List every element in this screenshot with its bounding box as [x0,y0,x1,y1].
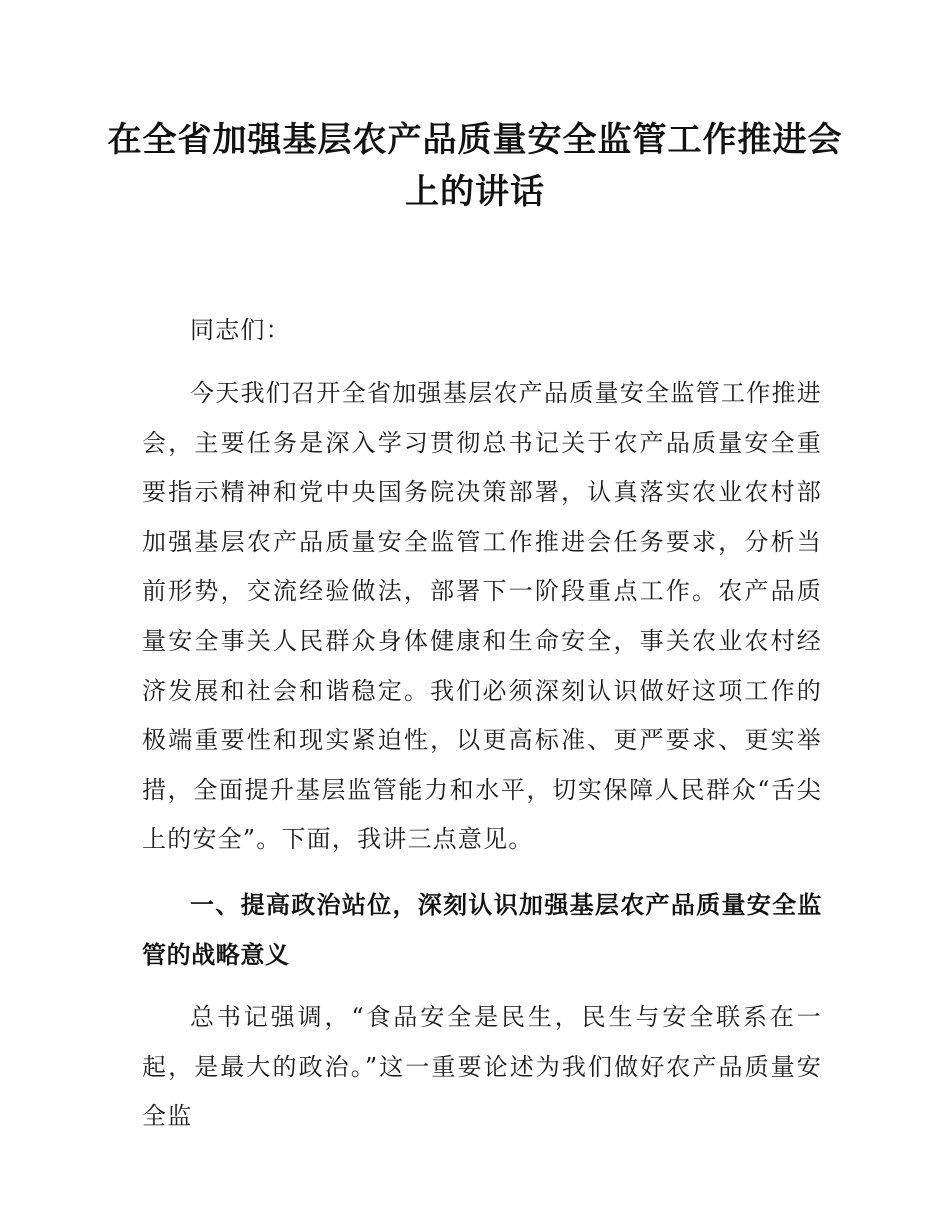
paragraph-opening: 今天我们召开全省加强基层农产品质量安全监管工作推进会，主要任务是深入学习贯彻总书记关于农产品质量安全重要指示精神和党中央国务院决策部署，认真落实农业农村部加强基层农产品质量安全监管工作推进会任务要求，分析当前形势，交流经验做法，部署下一阶段重点工作。农产品质量安全事关人民群众身体健康和生命安全，事关农业农村经济发展和社会和谐稳定。我们必须深刻认识做好这项工作的极端重要性和现实紧迫性，以更高标准、更严要求、更实举措，全面提升基层监管能力和水平，切实保障人民群众“舌尖上的安全”。下面，我讲三点意见。 [142,379,822,854]
document-title: 在全省加强基层农产品质量安全监管工作推进会上的讲话 [107,120,843,212]
section-heading-one: 一、提高政治站位，深刻认识加强基层农产品质量安全监管的战略意义 [142,891,822,969]
salutation: 同志们： [190,316,291,344]
paragraph-section-one: 总书记强调，“食品安全是民生，民生与安全联系在一起，是最大的政治。”这一重要论述为我们做好农产品质量安全监 [142,1003,822,1131]
